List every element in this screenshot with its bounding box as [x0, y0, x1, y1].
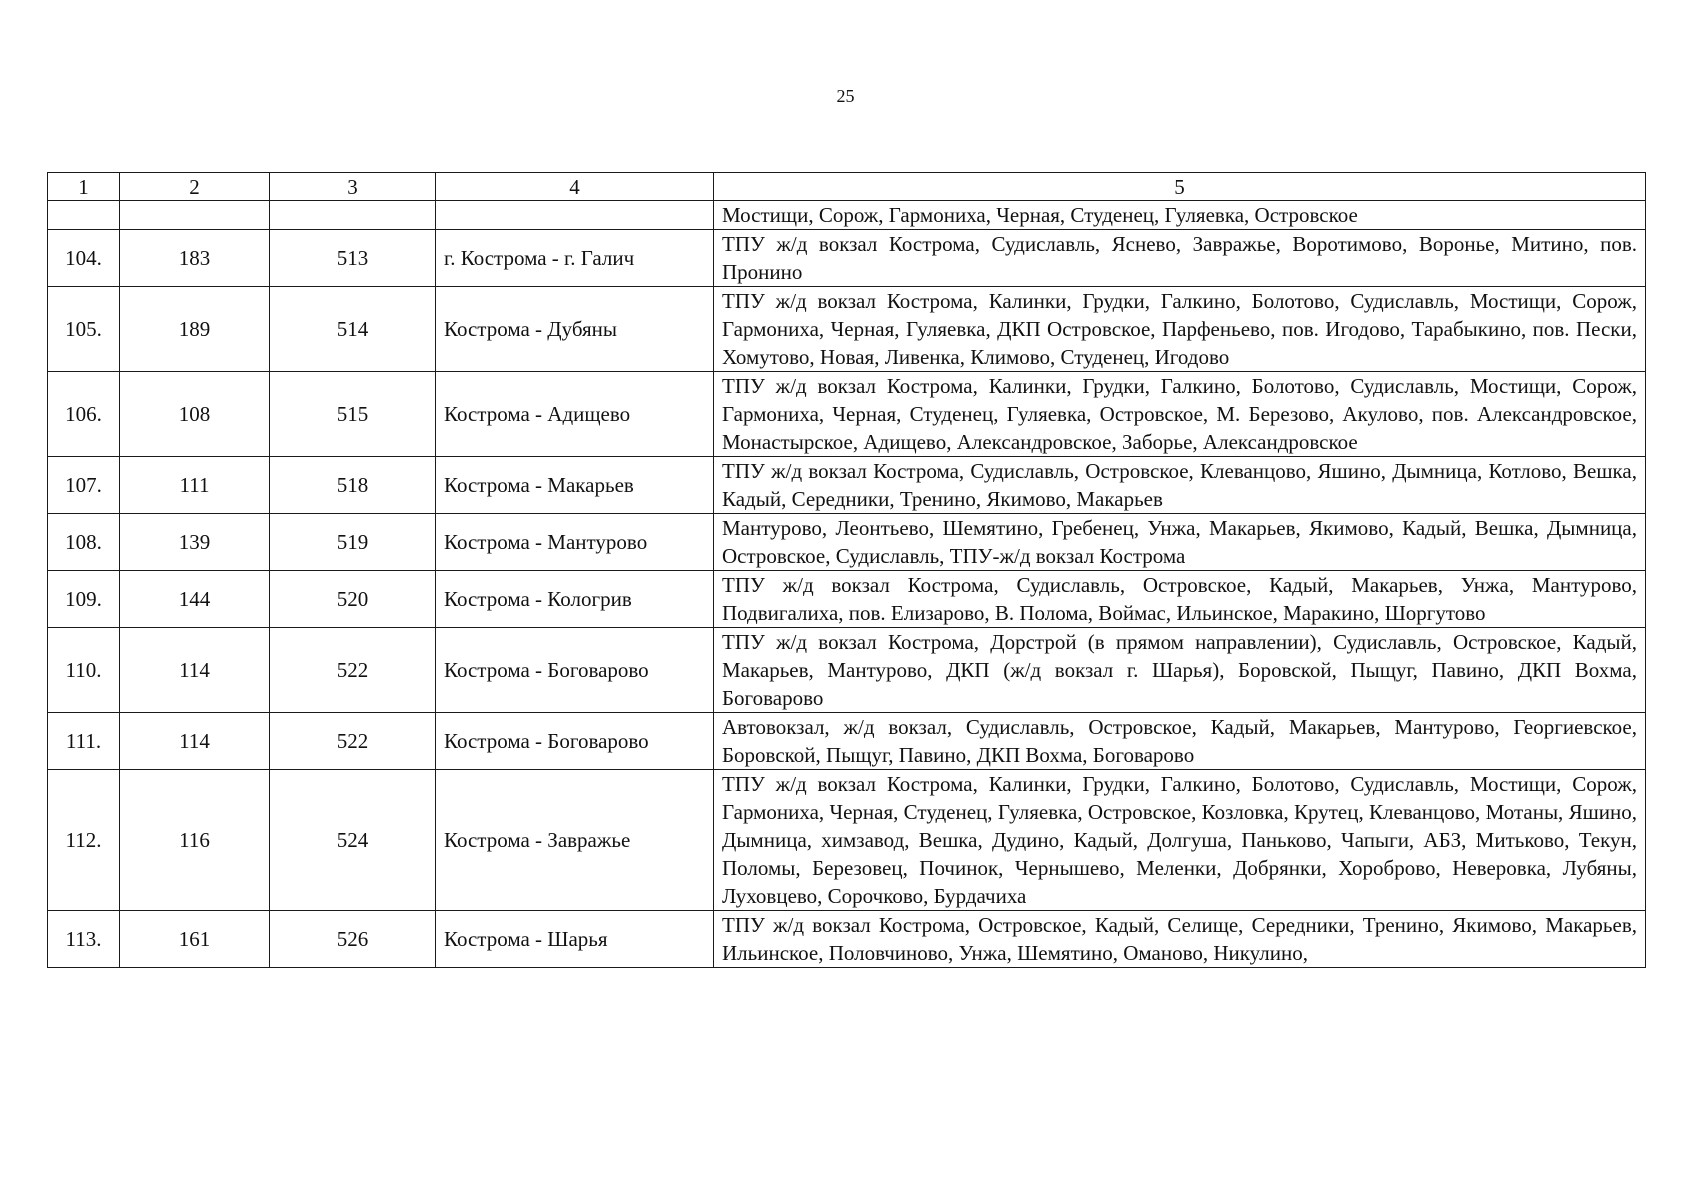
row-number: 104.	[48, 230, 120, 287]
route-name: Кострома - Мантурово	[436, 514, 714, 571]
route-name: Кострома - Макарьев	[436, 457, 714, 514]
row-number: 107.	[48, 457, 120, 514]
route-code: 144	[120, 571, 270, 628]
empty-cell	[48, 201, 120, 230]
column-header-2: 2	[120, 173, 270, 201]
route-stops: ТПУ ж/д вокзал Кострома, Судиславль, Островское, Кадый, Макарьев, Унжа, Мантурово, Подвигалиха, пов. Елизарово, В. Полома, Воймас, Ильинское, Маракино, Шоргутово	[714, 571, 1646, 628]
route-code: 183	[120, 230, 270, 287]
route-name: Кострома - Боговарово	[436, 713, 714, 770]
route-number: 524	[270, 770, 436, 911]
table-row	[48, 628, 1646, 713]
route-number: 514	[270, 287, 436, 372]
empty-cell	[270, 201, 436, 230]
route-name: г. Кострома - г. Галич	[436, 230, 714, 287]
row-number: 106.	[48, 372, 120, 457]
route-name: Кострома - Боговарово	[436, 628, 714, 713]
table-row	[48, 230, 1646, 287]
route-stops: ТПУ ж/д вокзал Кострома, Островское, Кадый, Селище, Середники, Тренино, Якимово, Макарьев, Ильинское, Половчиново, Унжа, Шемятино, Оманово, Никулино,	[714, 911, 1646, 968]
route-number: 522	[270, 713, 436, 770]
route-code: 114	[120, 628, 270, 713]
table-row	[48, 372, 1646, 457]
route-stops: ТПУ ж/д вокзал Кострома, Калинки, Грудки, Галкино, Болотово, Судиславль, Мостищи, Сорож, Гармониха, Черная, Студенец, Гуляевка, Островское, М. Березово, Акулово, пов. Александровское, Монастырское, Адищево, Александровское, Заборье, Александровское	[714, 372, 1646, 457]
continuation-row	[48, 201, 1646, 230]
route-number: 519	[270, 514, 436, 571]
page-number: 25	[836, 86, 855, 106]
route-number: 515	[270, 372, 436, 457]
route-number: 522	[270, 628, 436, 713]
table-body	[48, 201, 1646, 968]
route-code: 114	[120, 713, 270, 770]
column-header-1: 1	[48, 173, 120, 201]
row-number: 110.	[48, 628, 120, 713]
row-number: 108.	[48, 514, 120, 571]
route-name: Кострома - Адищево	[436, 372, 714, 457]
route-name: Кострома - Шарья	[436, 911, 714, 968]
table-row	[48, 770, 1646, 911]
row-number: 111.	[48, 713, 120, 770]
routes-table	[47, 172, 1646, 968]
row-number: 105.	[48, 287, 120, 372]
route-stops: ТПУ ж/д вокзал Кострома, Дорстрой (в прямом направлении), Судиславль, Островское, Кадый, Макарьев, Мантурово, ДКП (ж/д вокзал г. Шарья), Боровской, Пыщуг, Павино, ДКП Вохма, Боговарово	[714, 628, 1646, 713]
table-row	[48, 571, 1646, 628]
route-code: 108	[120, 372, 270, 457]
route-code: 139	[120, 514, 270, 571]
route-code: 111	[120, 457, 270, 514]
row-number: 109.	[48, 571, 120, 628]
route-stops: Мантурово, Леонтьево, Шемятино, Гребенец, Унжа, Макарьев, Якимово, Кадый, Вешка, Дымница, Островское, Судиславль, ТПУ-ж/д вокзал Кострома	[714, 514, 1646, 571]
row-number: 113.	[48, 911, 120, 968]
route-code: 116	[120, 770, 270, 911]
route-number: 520	[270, 571, 436, 628]
route-stops: Автовокзал, ж/д вокзал, Судиславль, Островское, Кадый, Макарьев, Мантурово, Георгиевское, Боровской, Пыщуг, Павино, ДКП Вохма, Боговарово	[714, 713, 1646, 770]
route-name: Кострома - Завражье	[436, 770, 714, 911]
table-header	[48, 173, 1646, 201]
table-row	[48, 457, 1646, 514]
route-stops: ТПУ ж/д вокзал Кострома, Калинки, Грудки, Галкино, Болотово, Судиславль, Мостищи, Сорож, Гармониха, Черная, Студенец, Гуляевка, Островское, Козловка, Крутец, Клеванцово, Мотаны, Яшино, Дымница, химзавод, Вешка, Дудино, Кадый, Долгуша, Паньково, Чапыги, АБЗ, Митьково, Текун, Поломы, Березовец, Починок, Чернышево, Меленки, Добрянки, Хороброво, Неверовка, Лубяны, Луховцево, Сорочково, Бурдачиха	[714, 770, 1646, 911]
column-header-3: 3	[270, 173, 436, 201]
empty-cell	[120, 201, 270, 230]
continuation-stops: Мостищи, Сорож, Гармониха, Черная, Студенец, Гуляевка, Островское	[714, 201, 1646, 230]
route-number: 518	[270, 457, 436, 514]
route-name: Кострома - Кологрив	[436, 571, 714, 628]
table-row	[48, 713, 1646, 770]
route-stops: ТПУ ж/д вокзал Кострома, Судиславль, Яснево, Завражье, Воротимово, Воронье, Митино, пов. Пронино	[714, 230, 1646, 287]
table-row	[48, 514, 1646, 571]
route-code: 161	[120, 911, 270, 968]
route-number: 513	[270, 230, 436, 287]
route-stops: ТПУ ж/д вокзал Кострома, Судиславль, Островское, Клеванцово, Яшино, Дымница, Котлово, Вешка, Кадый, Середники, Тренино, Якимово, Макарьев	[714, 457, 1646, 514]
route-code: 189	[120, 287, 270, 372]
route-stops: ТПУ ж/д вокзал Кострома, Калинки, Грудки, Галкино, Болотово, Судиславль, Мостищи, Сорож, Гармониха, Черная, Гуляевка, ДКП Островское, Парфеньево, пов. Игодово, Тарабыкино, пов. Пески, Хомутово, Новая, Ливенка, Климово, Студенец, Игодово	[714, 287, 1646, 372]
empty-cell	[436, 201, 714, 230]
header-row	[48, 173, 1646, 201]
route-name: Кострома - Дубяны	[436, 287, 714, 372]
table-row	[48, 287, 1646, 372]
column-header-4: 4	[436, 173, 714, 201]
column-header-5: 5	[714, 173, 1646, 201]
table-row	[48, 911, 1646, 968]
route-number: 526	[270, 911, 436, 968]
row-number: 112.	[48, 770, 120, 911]
